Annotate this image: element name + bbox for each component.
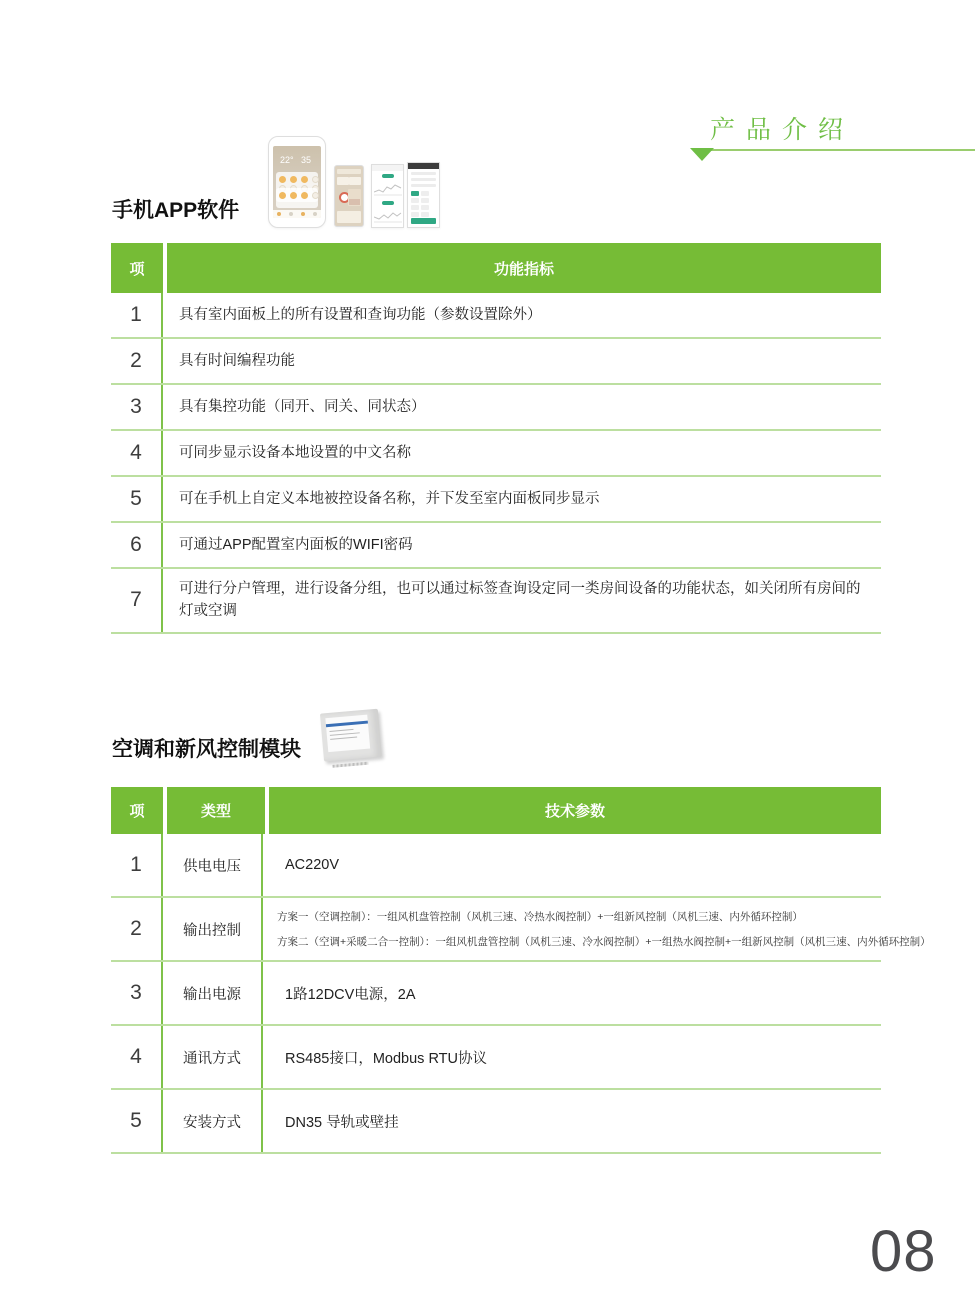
control-module-photo [316, 704, 388, 768]
module-terminals [332, 762, 368, 768]
table-header-row [111, 787, 881, 834]
device-card [276, 188, 318, 208]
app-table-body [111, 293, 881, 634]
row-type: 输出控制 [163, 898, 263, 960]
line-chart-icon [374, 180, 402, 196]
param-line: 方案二（空调+采暖二合一控制）：一组风机盘管控制（风机三速、冷水阀控制）+一组热水阀控制+一组新风控制（风机三速、内外循环控制） [277, 936, 931, 948]
phone-screen [273, 146, 321, 218]
table-row [111, 385, 881, 431]
row-number: 3 [111, 962, 163, 1024]
app-screenshots [268, 135, 448, 231]
confirm-button-mock [411, 218, 436, 224]
row-function-text: 具有集控功能（同开、同关、同状态） [179, 398, 426, 415]
row-function-text: 具有室内面板上的所有设置和查询功能（参数设置除外） [179, 306, 542, 323]
row-type: 供电电压 [163, 834, 263, 896]
row-number: 4 [111, 1026, 163, 1088]
row-param: DN35 导轨或壁挂 [285, 1114, 399, 1131]
phone-mockup-charts [371, 164, 404, 228]
header-cell-item: 项 [111, 787, 163, 834]
triangle-down-icon [690, 148, 714, 161]
table-row [111, 1026, 881, 1090]
header-cell-item: 项 [111, 243, 163, 293]
section-title-app: 手机APP软件 [112, 199, 240, 222]
row-number: 2 [111, 339, 163, 383]
phone-mockup-settings [407, 162, 440, 228]
param-line: 方案一（空调控制）：一组风机盘管控制（风机三速、冷热水阀控制）+一组新风控制（风机三速、内外循环控制） [277, 911, 803, 923]
row-function-text: 可通过APP配置室内面板的WIFI密码 [179, 536, 413, 553]
table-header-row [111, 243, 881, 293]
table-row [111, 898, 931, 962]
app-function-table [111, 243, 881, 634]
table-row [111, 339, 881, 385]
row-number: 1 [111, 293, 163, 337]
row-number: 2 [111, 898, 163, 960]
row-number: 4 [111, 431, 163, 475]
humidity-reading: 35 [301, 155, 312, 165]
table-row [111, 962, 881, 1026]
header-cell-function: 功能指标 [167, 243, 881, 293]
row-type: 安装方式 [163, 1090, 263, 1152]
row-function-text: 可同步显示设备本地设置的中文名称 [179, 444, 411, 461]
table-row [111, 431, 881, 477]
row-param-multiline [263, 898, 939, 960]
row-param: AC220V [285, 857, 340, 873]
heading-underline [694, 149, 975, 151]
header-cell-params: 技术参数 [269, 787, 881, 834]
row-number: 7 [111, 569, 163, 632]
row-number: 5 [111, 1090, 163, 1152]
row-param: 1路12DCV电源，2A [285, 986, 416, 1003]
phone-mockup-rooms [334, 165, 364, 227]
row-number: 3 [111, 385, 163, 429]
phone-mockup-main [268, 136, 326, 228]
table-row [111, 834, 881, 898]
table-row [111, 477, 881, 523]
page-section-heading: 产品介绍 [710, 116, 855, 144]
row-type: 输出电源 [163, 962, 263, 1024]
table-row [111, 1090, 881, 1154]
module-table-body [111, 834, 931, 1154]
page-number: 08 [870, 1219, 937, 1284]
temperature-reading: 22° [280, 155, 294, 165]
row-param: RS485接口，Modbus RTU协议 [285, 1050, 487, 1067]
module-spec-table [111, 787, 931, 1154]
row-function-text: 可进行分户管理，进行设备分组，也可以通过标签查询设定同一类房间设备的功能状态，如关闭所有房间的灯或空调 [179, 581, 861, 620]
table-row [111, 293, 881, 339]
line-chart-icon [374, 207, 402, 223]
header-cell-type: 类型 [167, 787, 265, 834]
app-nav-bar [273, 210, 321, 218]
row-number: 1 [111, 834, 163, 896]
row-number: 5 [111, 477, 163, 521]
row-number: 6 [111, 523, 163, 567]
room-photo [348, 189, 361, 206]
row-function-text: 可在手机上自定义本地被控设备名称，并下发至室内面板同步显示 [179, 490, 600, 507]
table-row [111, 523, 881, 569]
section-title-module: 空调和新风控制模块 [112, 738, 301, 761]
row-function-text: 具有时间编程功能 [179, 352, 295, 369]
row-type: 通讯方式 [163, 1026, 263, 1088]
table-row [111, 569, 881, 634]
